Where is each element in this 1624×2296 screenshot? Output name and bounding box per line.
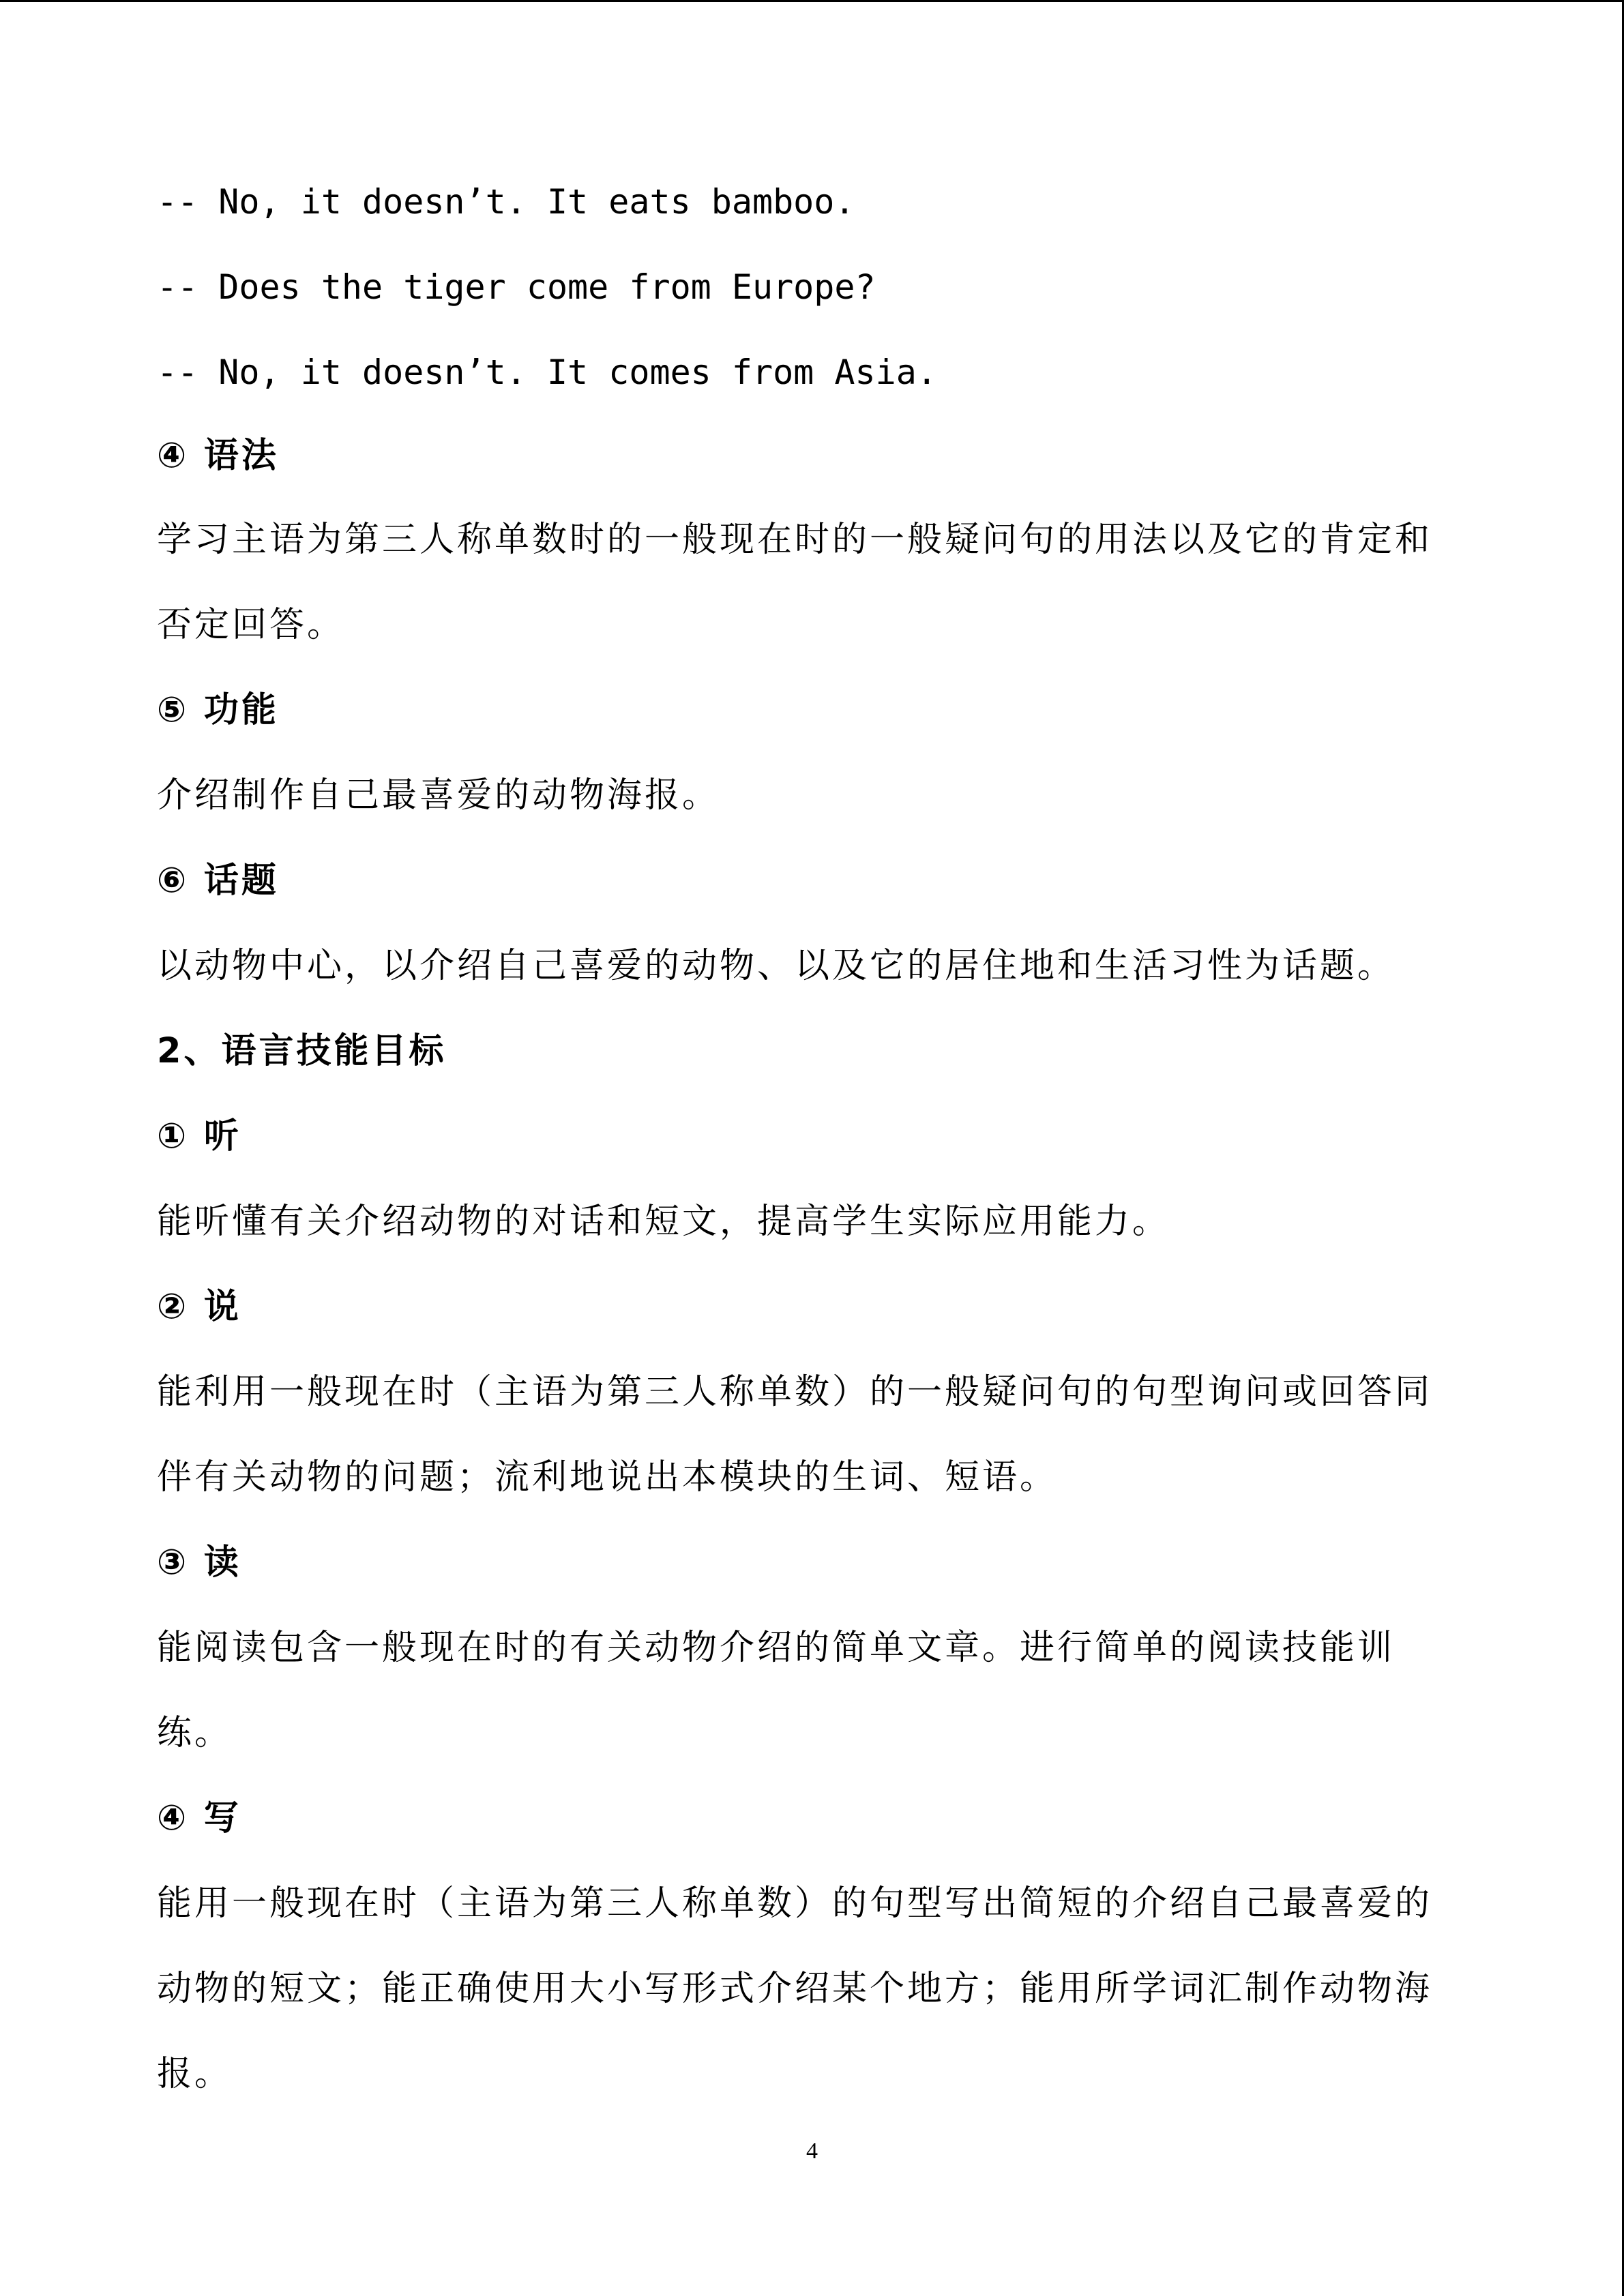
grammar-paragraph-line-2: 否定回答。 [157,605,345,645]
speaking-paragraph-line-2: 伴有关动物的问题；流利地说出本模块的生词、短语。 [157,1457,1058,1497]
section-heading-grammar: ④ 语法 [157,436,279,476]
section-heading-writing: ④ 写 [157,1798,241,1838]
writing-paragraph-line-1: 能用一般现在时（主语为第三人称单数）的句型写出简短的介绍自己最喜爱的 [157,1883,1433,1924]
function-paragraph: 介绍制作自己最喜爱的动物海报。 [157,775,720,816]
section-heading-speaking: ② 说 [157,1287,241,1327]
section-heading-language-skills: 2、语言技能目标 [157,1031,447,1071]
dialogue-line-2: -- Does the tiger come from Europe? [157,267,876,307]
section-heading-reading: ③ 读 [157,1542,241,1583]
dialogue-line-1: -- No, it doesn’t. It eats bamboo. [157,182,855,222]
dialogue-line-3: -- No, it doesn’t. It comes from Asia. [157,353,937,392]
reading-paragraph-line-1: 能阅读包含一般现在时的有关动物介绍的简单文章。进行简单的阅读技能训 [157,1628,1396,1668]
writing-paragraph-line-2: 动物的短文；能正确使用大小写形式介绍某个地方；能用所学词汇制作动物海 [157,1969,1433,2009]
section-heading-topic: ⑥ 话题 [157,861,279,901]
page-number: 4 [806,2138,818,2164]
topic-paragraph: 以动物中心，以介绍自己喜爱的动物、以及它的居住地和生活习性为话题。 [157,946,1396,986]
writing-paragraph-line-3: 报。 [157,2054,233,2094]
grammar-paragraph-line-1: 学习主语为第三人称单数时的一般现在时的一般疑问句的用法以及它的肯定和 [157,520,1433,560]
section-heading-function: ⑤ 功能 [157,690,279,730]
listening-paragraph: 能听懂有关介绍动物的对话和短文，提高学生实际应用能力。 [157,1202,1170,1242]
speaking-paragraph-line-1: 能利用一般现在时（主语为第三人称单数）的一般疑问句的句型询问或回答同 [157,1372,1433,1412]
reading-paragraph-line-2: 练。 [157,1713,233,1753]
section-heading-listening: ① 听 [157,1116,241,1157]
